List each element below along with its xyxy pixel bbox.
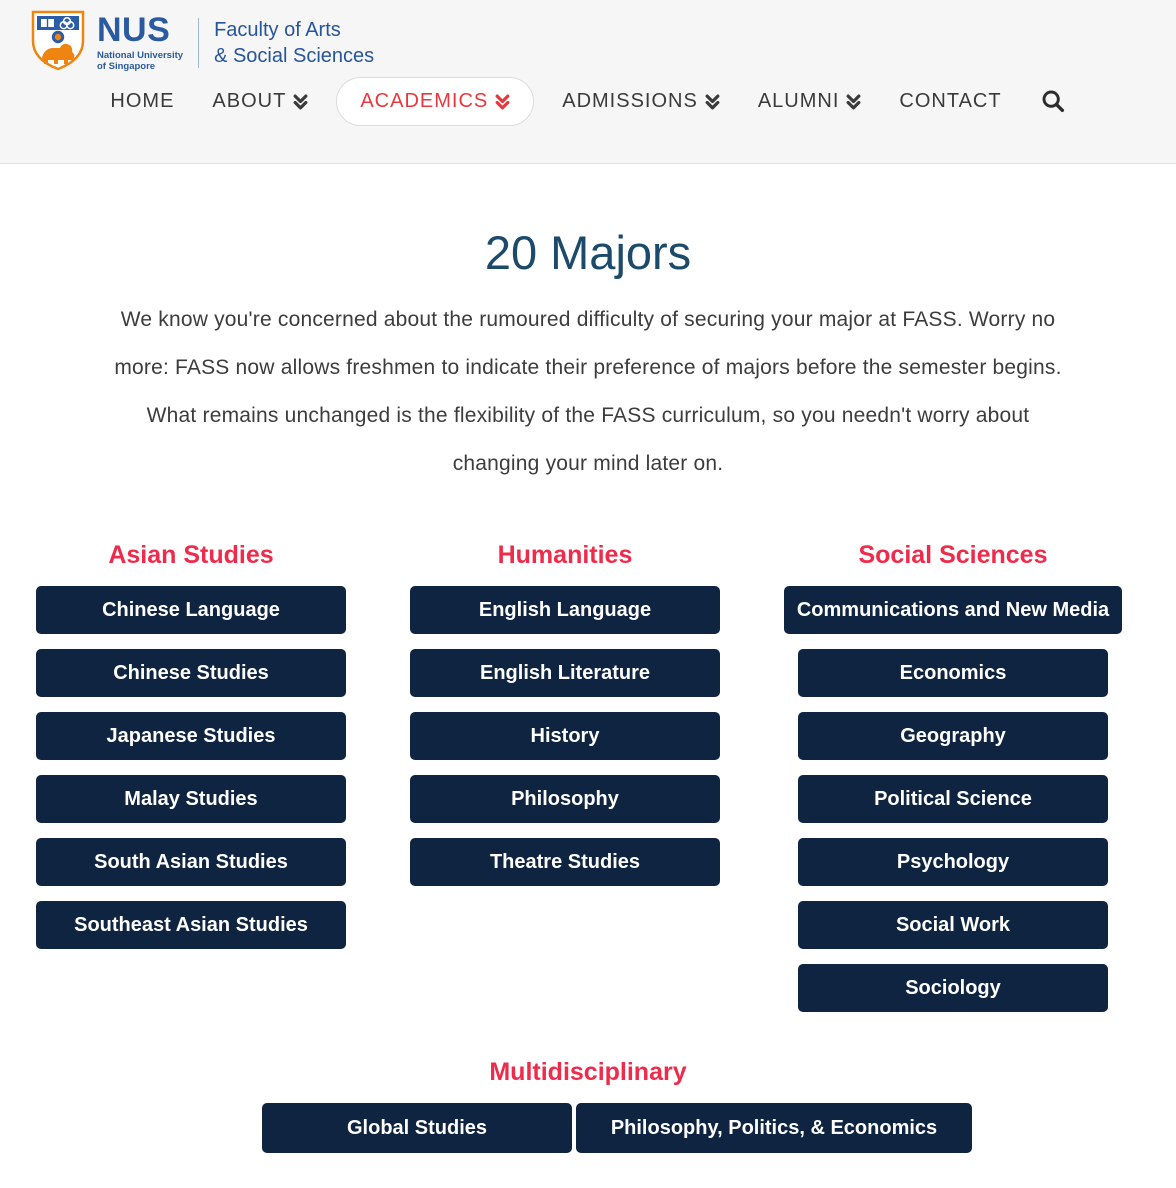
major-button-malay-studies[interactable]: Malay Studies [36,775,346,823]
multidisciplinary-row [262,1103,972,1153]
major-button-psychology[interactable]: Psychology [798,838,1108,886]
major-button-communications-and-new-media[interactable]: Communications and New Media [784,586,1122,634]
major-button-philosophy-politics-economics[interactable]: Philosophy, Politics, & Economics [576,1103,972,1153]
logo-divider [198,18,199,68]
major-button-chinese-studies[interactable]: Chinese Studies [36,649,346,697]
page-title: 20 Majors [484,226,692,279]
nus-wordmark [97,13,183,72]
nus-acronym: NUS [97,11,171,49]
intro-line: What remains unchanged is the flexibility of the FASS curriculum, so you needn't worry about [146,404,1030,427]
nus-subtitle: National University of Singapore [97,50,184,72]
nav-item-contact[interactable] [899,90,1001,113]
site-header [0,0,1176,164]
major-button-theatre-studies[interactable]: Theatre Studies [410,838,720,886]
major-button-chinese-language[interactable]: Chinese Language [36,586,346,634]
logo-row [0,0,1176,71]
intro-paragraph [0,296,1176,488]
chevron-double-down-icon [705,94,720,110]
major-button-global-studies[interactable]: Global Studies [262,1103,572,1153]
nav-item-label: ABOUT [212,89,287,112]
major-button-english-literature[interactable]: English Literature [410,649,720,697]
category-heading: Humanities [497,541,633,569]
nav-item-home[interactable] [110,90,174,113]
chevron-double-down-icon [293,94,308,110]
nav-item-about[interactable] [212,90,308,113]
main-content [0,224,1176,1153]
nav-item-academics[interactable] [336,77,534,126]
faculty-name: Faculty of Arts & Social Sciences [214,18,375,67]
major-button-english-language[interactable]: English Language [410,586,720,634]
nav-item-label: ALUMNI [757,89,840,112]
category-heading: Multidisciplinary [489,1058,687,1086]
search-button[interactable] [1040,88,1066,114]
chevron-double-down-icon [846,94,861,110]
category-multidisciplinary [0,1059,1176,1153]
nus-crest-icon [30,9,86,76]
chevron-double-down-icon [495,94,510,110]
intro-line: We know you're concerned about the rumoured difficulty of securing your major at FASS. Worry no [120,308,1056,331]
majors-grid [36,542,1122,1027]
nav-item-label: ADMISSIONS [562,89,698,112]
nus-logo[interactable] [30,9,374,76]
major-button-history[interactable]: History [410,712,720,760]
major-button-southeast-asian-studies[interactable]: Southeast Asian Studies [36,901,346,949]
major-button-social-work[interactable]: Social Work [798,901,1108,949]
category-heading: Asian Studies [108,541,274,569]
major-button-south-asian-studies[interactable]: South Asian Studies [36,838,346,886]
category-asian-studies [36,542,346,1027]
major-button-philosophy[interactable]: Philosophy [410,775,720,823]
category-social-sciences [784,542,1122,1027]
nav-item-admissions[interactable] [562,90,720,113]
nav-item-label: CONTACT [899,89,1002,112]
category-heading: Social Sciences [858,541,1048,569]
main-nav [0,71,1176,131]
nav-item-label: ACADEMICS [360,89,489,112]
major-button-sociology[interactable]: Sociology [798,964,1108,1012]
intro-line: more: FASS now allows freshmen to indicate their preference of majors before the semester begins. [114,356,1062,379]
major-button-geography[interactable]: Geography [798,712,1108,760]
major-button-japanese-studies[interactable]: Japanese Studies [36,712,346,760]
search-icon [1040,88,1066,114]
major-button-economics[interactable]: Economics [798,649,1108,697]
category-humanities [410,542,720,1027]
major-button-political-science[interactable]: Political Science [798,775,1108,823]
nav-item-label: HOME [110,89,175,112]
nav-item-alumni[interactable] [758,90,862,113]
intro-line: changing your mind later on. [452,452,724,475]
